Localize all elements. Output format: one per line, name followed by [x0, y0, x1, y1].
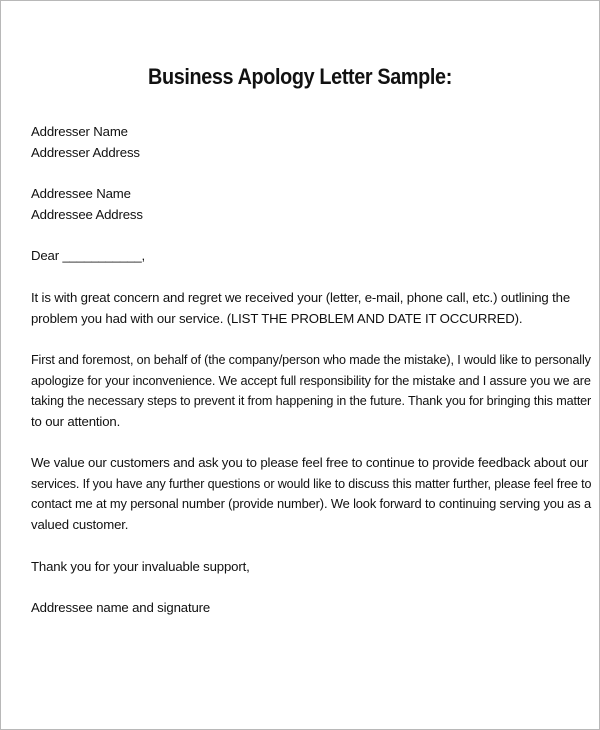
- salutation-text: Dear ___________,: [31, 248, 146, 263]
- paragraph-line: contact me at my personal number (provide number). We look forward to continuing serving you as a: [31, 496, 592, 511]
- paragraph-1: [31, 288, 591, 329]
- paragraph-line: First and foremost, on behalf of (the company/person who made the mistake), I would like to personally: [31, 352, 591, 367]
- addressee-name: Addressee Name: [31, 186, 131, 201]
- signature: [31, 598, 591, 619]
- addressee-block: [31, 184, 591, 225]
- addresser-address: Addresser Address: [31, 144, 140, 160]
- paragraph-3: [31, 453, 591, 535]
- paragraph-line: It is with great concern and regret we received your (letter, e-mail, phone call, etc.) outlining the: [31, 290, 571, 305]
- paragraph-line: taking the necessary steps to prevent it from happening in the future. Thank you for bringing this matter: [31, 393, 592, 408]
- addresser-block: [31, 122, 591, 163]
- letter-title: Business Apology Letter Sample:: [148, 64, 452, 89]
- addressee-address: Addressee Address: [31, 206, 143, 222]
- paragraph-line: problem you had with our service. (LIST THE PROBLEM AND DATE IT OCCURRED).: [31, 310, 523, 326]
- addresser-name: Addresser Name: [31, 124, 128, 139]
- salutation: [31, 246, 591, 267]
- closing: [31, 557, 591, 578]
- paragraph-line: We value our customers and ask you to please feel free to continue to provide feedback about our: [31, 455, 589, 470]
- signature-text: Addressee name and signature: [31, 600, 211, 615]
- paragraph-line: valued customer.: [31, 516, 129, 532]
- closing-text: Thank you for your invaluable support,: [31, 559, 250, 574]
- paragraph-line: apologize for your inconvenience. We accept full responsibility for the mistake and I assure you we are: [31, 372, 591, 388]
- paragraph-line: to our attention.: [31, 413, 121, 429]
- paragraph-line: services. If you have any further questions or would like to discuss this matter further, please feel free to: [31, 475, 592, 491]
- paragraph-2: [31, 350, 591, 432]
